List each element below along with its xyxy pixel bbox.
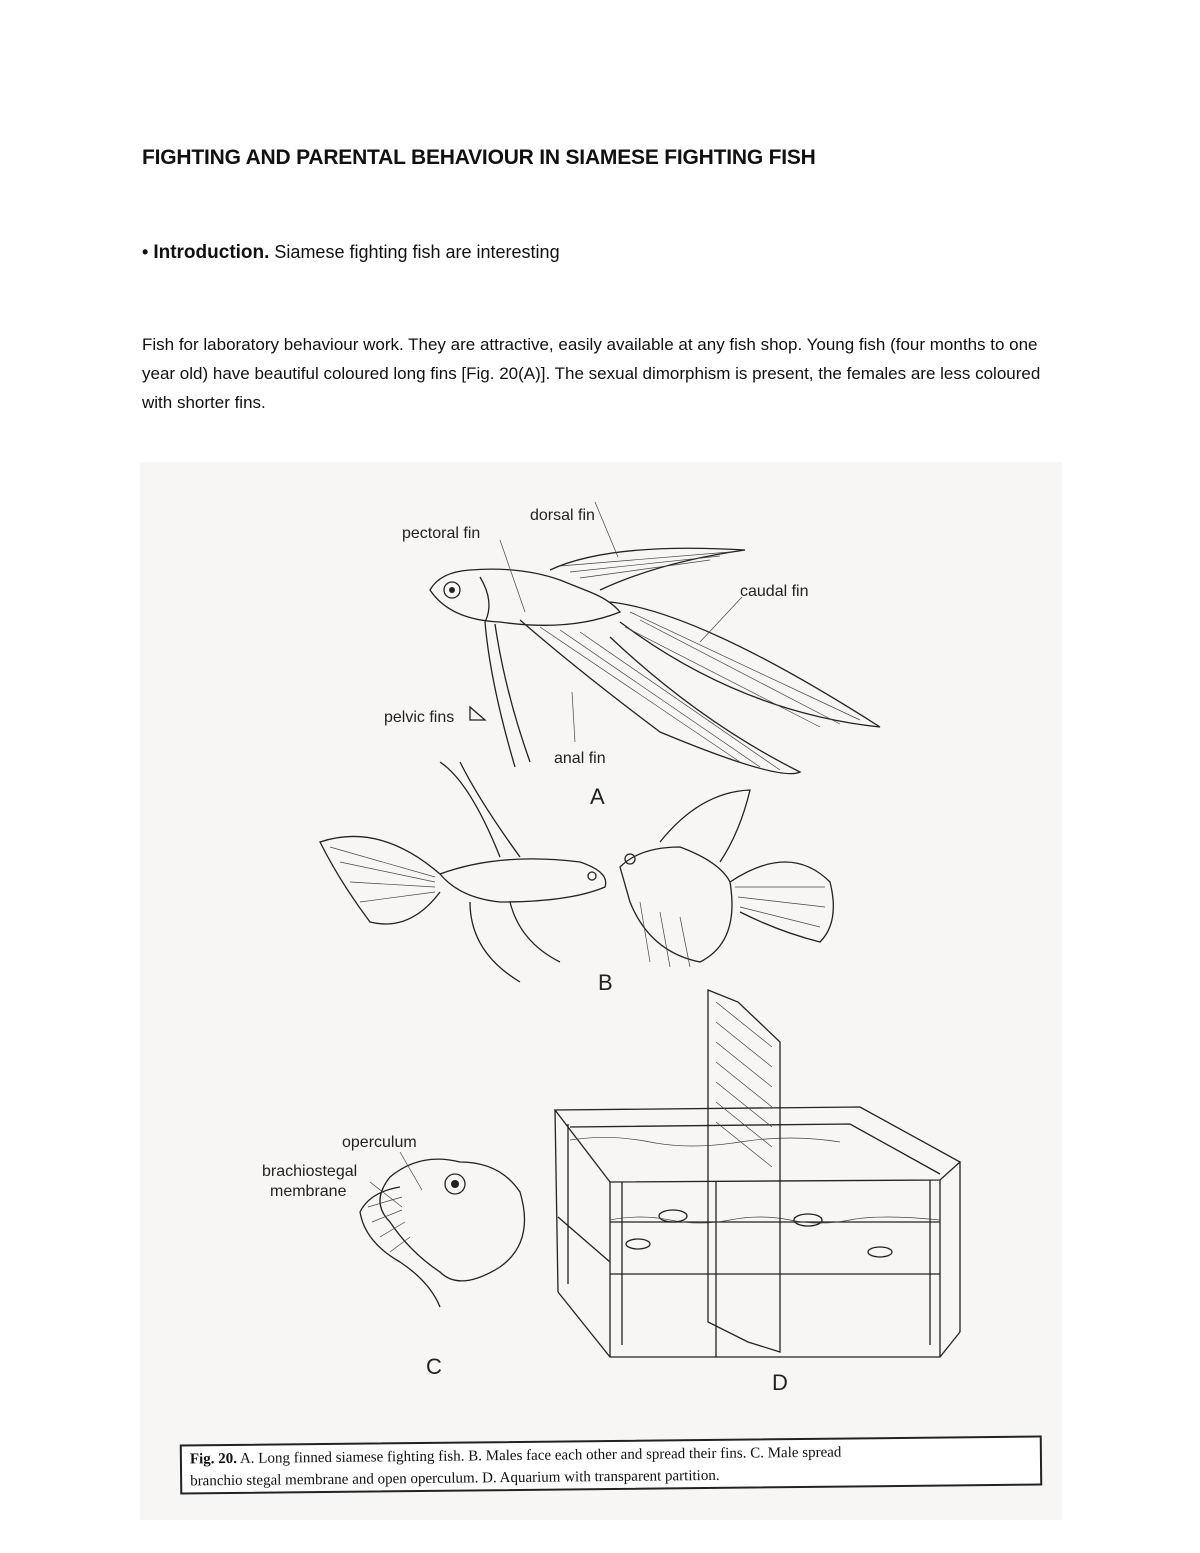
panel-label-a: A: [590, 784, 605, 809]
label-operculum: operculum: [342, 1134, 417, 1151]
intro-line: [142, 242, 560, 264]
panel-label-d: D: [772, 1370, 788, 1395]
caption-line-2: branchio stegal membrane and open operculum. D. Aquarium with transparent partition.: [190, 1467, 720, 1490]
caption-fig-number: Fig. 20.: [189, 1450, 238, 1468]
label-anal-fin: anal fin: [554, 750, 606, 767]
aquarium-drawing: [555, 990, 960, 1357]
intro-heading: Introduction.: [153, 242, 270, 263]
figure-caption: [180, 1435, 1042, 1494]
label-dorsal-fin: dorsal fin: [530, 507, 595, 524]
fish-a-drawing: [430, 502, 880, 774]
bullet: •: [142, 242, 149, 262]
fish-c-drawing: [360, 1152, 525, 1307]
label-pelvic-fins: pelvic fins: [384, 709, 455, 726]
label-pectoral-fin: pectoral fin: [402, 525, 481, 542]
intro-text: Siamese fighting fish are interesting: [269, 242, 560, 262]
document-title: FIGHTING AND PARENTAL BEHAVIOUR IN SIAMESE FIGHTING FISH: [142, 146, 816, 169]
figure-drawing: [140, 462, 1062, 1520]
panel-label-b: B: [598, 970, 613, 995]
body-paragraph: Fish for laboratory behaviour work. They are attractive, easily available at any fish shop. Young fish (four months to one year old) have beautiful coloured long fins [Fig. 20(A)]. The sexual dimorphism is present, the females are less coloured with shorter fins.: [142, 335, 1041, 412]
figure-photo: [140, 462, 1062, 1520]
label-brachiostegal: brachiostegal: [262, 1163, 358, 1180]
fish-b-drawing: [320, 762, 833, 982]
caption-text-1: A. Long finned siamese fighting fish. B. Males face each other and spread their fins. C. Male spread: [236, 1444, 842, 1467]
label-caudal-fin: caudal fin: [740, 583, 809, 600]
panel-label-c: C: [426, 1354, 442, 1379]
label-membrane: membrane: [270, 1183, 347, 1200]
